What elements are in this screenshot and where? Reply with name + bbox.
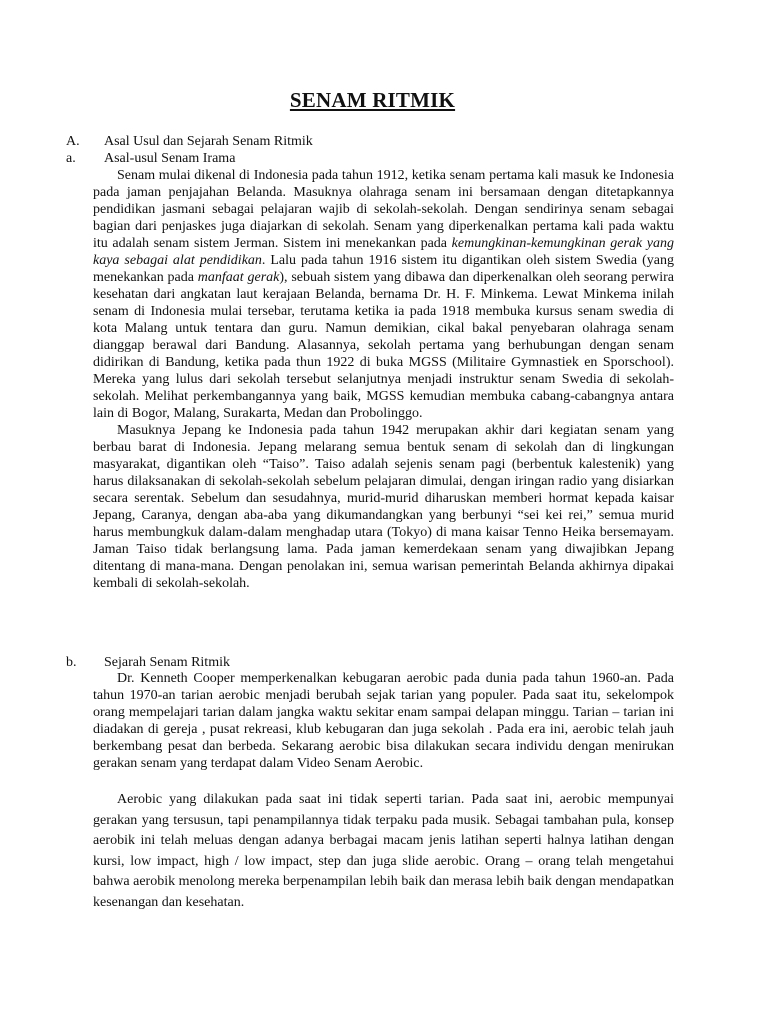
subsection-a-heading — [66, 150, 235, 167]
paragraph-2: Masuknya Jepang ke Indonesia pada tahun 1942 merupakan akhir dari kegiatan senam yang berbau barat di Indonesia. Jepang melarang semua bentuk senam di sekolah dan di lingkungan masyarakat, digantikan oleh “Taiso”. Taiso adalah sejenis senam pagi (berbentuk kalestenik) yang harus dilaksanakan di sekolah-sekolah sebelum pelajaran dimulai, dengan iringan radio yang disiarkan secara serentak. Sebelum dan sesudahnya, murid-murid diharuskan memberi hormat kepada kaisar Jepang, Caranya, dengan aba-aba yang dikumandangkan yang berbunyi “sei kei rei,” semua murid harus membungkuk dalam-dalam menghadap utara (Tokyo) di mana kaisar Tenno Heika bersemayam. Jaman Taiso tidak berlangsung lama. Pada jaman kemerdekaan senam yang diwajibkan Jepang ditentang di mana-mana. Dengan penolakan ini, semua warisan pemerintah Belanda akhirnya dipakai kembali di sekolah-sekolah. — [93, 423, 674, 591]
paragraph-1-part-3: ), sebuah sistem yang dibawa dan diperkenalkan oleh seorang perwira kesehatan dari angkatan laut kerajaan Belanda, bernama Dr. H. F. Minkema. Lewat Minkema inilah senam di Indonesia mulai tersebar, terutama ketika ia pada 1918 membuka kursus senam swedia di kota Malang untuk tentara dan guru. Namun demikian, cikal bakal penyebaran olahraga senam dianggap berawal dari Bandung. Alasannya, sekolah pertama yang berhubungan dengan senam didirikan di Bandung, ketika pada thun 1922 di buka MGSS (Militaire Gymnastiek en Sporschool). Mereka yang lulus dari sekolah tersebut selanjutnya menjadi instruktur senam Swedia di sekolah-sekolah. Melihat perkembangannya yang baik, MGSS kemudian membuka cabang-cabangnya antara lain di Bogor, Malang, Surakarta, Medan dan Probolinggo. — [93, 270, 674, 421]
section-a-heading — [66, 133, 313, 150]
paragraph-4: Aerobic yang dilakukan pada saat ini tidak seperti tarian. Pada saat ini, aerobic mempunyai gerakan yang tersusun, tapi penampilannya tidak terpaku pada musik. Sebagai tambahan pula, konsep aerobik ini telah meluas dengan adanya berbagai macam jenis latihan seperti halnya latihan dengan kursi, low impact, high / low impact, step dan juga slide aerobic. Orang – orang telah mengetahui bahwa aerobik menolong mereka berpenampilan lebih baik dan merasa lebih baik dengan mendapatkan kesenangan dan kesehatan. — [93, 792, 674, 910]
section-a-marker: A. — [66, 134, 80, 149]
paragraph-gap — [93, 772, 674, 790]
section-b-body — [93, 670, 674, 913]
paragraph-1-emphasis-2: manfaat gerak — [197, 270, 280, 285]
subsection-a-title: Asal-usul Senam Irama — [104, 151, 236, 166]
subsection-b-title: Sejarah Senam Ritmik — [104, 655, 230, 670]
section-a-body — [93, 167, 674, 592]
paragraph-3: Dr. Kenneth Cooper memperkenalkan kebugaran aerobic pada dunia pada tahun 1960-an. Pada tahun 1970-an tarian aerobic menjadi berubah sejak tarian yang populer. Pada saat itu, sekelompok orang mempelajari tarian dalam jangka waktu sekitar enam sampai delapan minggu. Tarian – tarian ini diadakan di gereja , pusat rekreasi, klub kebugaran dan juga sekolah . Pada era ini, aerobic telah jauh berkembang pesat dan berbeda. Sekarang aerobic bisa dilakukan secara individu dengan menirukan gerakan senam yang terdapat dalam Video Senam Aerobic. — [93, 671, 674, 771]
paragraph-1-emphasis-1: kemungkinan-kemungkinan gerak yang kaya sebagai alat pendidikan — [93, 236, 674, 268]
page-title: SENAM RITMIK — [289, 88, 456, 112]
paragraph-1-part-1: Senam mulai dikenal di Indonesia pada tahun 1912, ketika senam pertama kali masuk ke Indonesia pada jaman penjajahan Belanda. Masuknya olahraga senam ini bersamaan dengan ditetapkannya pendidikan jasmani sebagai pelajaran wajib di sekolah-sekolah. Dengan sendirinya senam sebagai bagian dari penjaskes juga diajarkan di sekolah. Senam yang diperkenalkan pertama kali pada waktu itu adalah senam sistem Jerman. Sistem ini menekankan pada — [93, 168, 674, 251]
subsection-b-heading — [66, 654, 230, 671]
subsection-a-marker: a. — [66, 151, 76, 166]
paragraph-1-part-2: . Lalu pada tahun 1916 sistem itu digantikan oleh sistem Swedia (yang menekankan pada — [93, 253, 674, 285]
section-a-title: Asal Usul dan Sejarah Senam Ritmik — [104, 134, 313, 149]
subsection-b-marker: b. — [66, 655, 77, 670]
paragraph-1 — [93, 167, 674, 422]
